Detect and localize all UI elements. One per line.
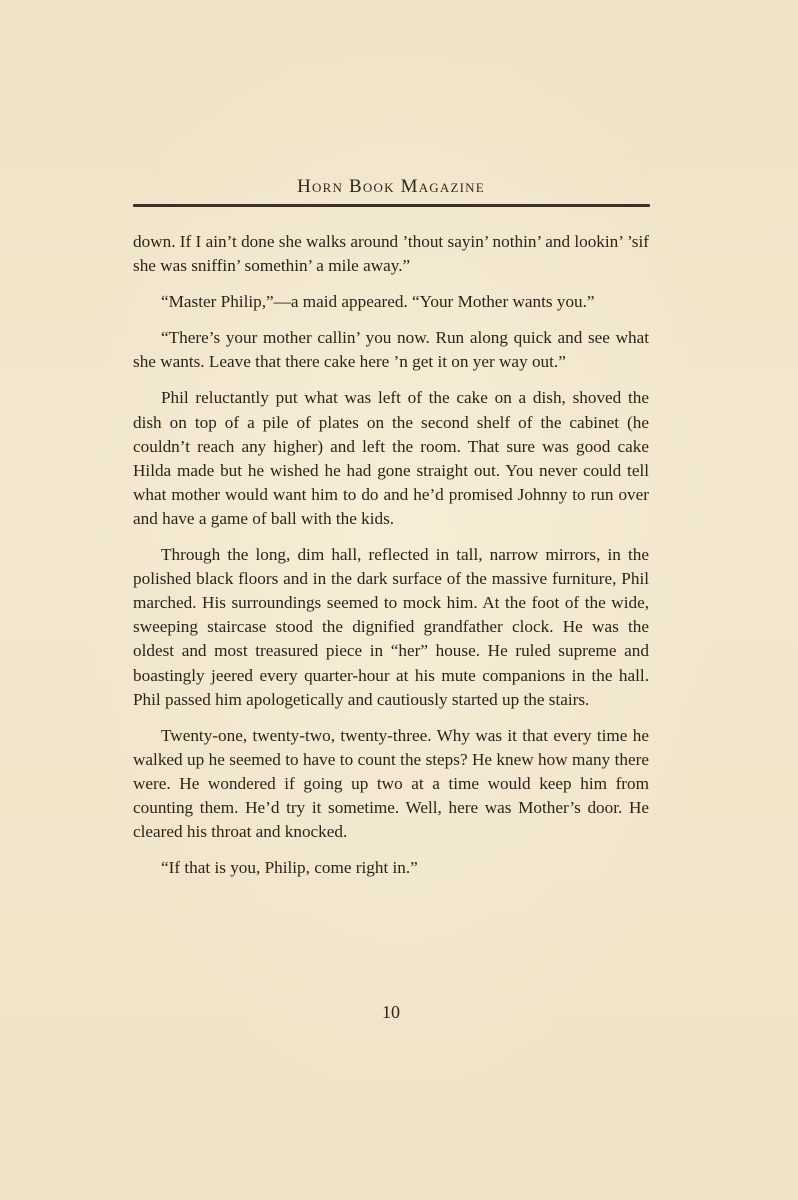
body-text <box>133 230 649 892</box>
paragraph: “Master Philip,”—a maid appeared. “Your Mother wants you.” <box>161 292 595 312</box>
paragraph: Phil reluctantly put what was left of the cake on a dish, shoved the dish on top of a pile of plates on the second shelf of the cabinet (he couldn’t reach any higher) and left the room. That sure was good cake Hilda made but he wished he had gone straight out. You never could tell what mother would want him to do and he’d promised Johnny to run over and have a game of ball with the kids. <box>133 388 649 528</box>
paragraph: Twenty-one, twenty-two, twenty-three. Why was it that every time he walked up he seemed to have to count the steps? He knew how many there were. He wondered if going up two at a time would keep him from counting them. He’d try it sometime. Well, here was Mother’s door. He cleared his throat and knocked. <box>133 725 649 842</box>
page-number: 10 <box>382 1002 400 1022</box>
running-header: Horn Book Magazine <box>297 176 485 197</box>
paragraph: “There’s your mother callin’ you now. Run along quick and see what she wants. Leave that there cake here ’n get it on yer way out.” <box>133 328 649 372</box>
paragraph: Through the long, dim hall, reflected in tall, narrow mirrors, in the polished black floors and in the dark surface of the massive furniture, Phil marched. His surroundings seemed to mock him. At the foot of the wide, sweeping staircase stood the dignified grandfather clock. He was the oldest and most treasured piece in “her” house. He ruled supreme and boastingly jeered every quarter-hour at his mute companions in the hall. Phil passed him apologetically and cautiously started up the stairs. <box>133 545 649 709</box>
paragraph: “If that is you, Philip, come right in.” <box>161 858 418 878</box>
paragraph: down. If I ain’t done she walks around ’thout sayin’ nothin’ and lookin’ ’sif she was sniffin’ somethin’ a mile away.” <box>133 232 649 276</box>
header-rule <box>133 204 650 207</box>
